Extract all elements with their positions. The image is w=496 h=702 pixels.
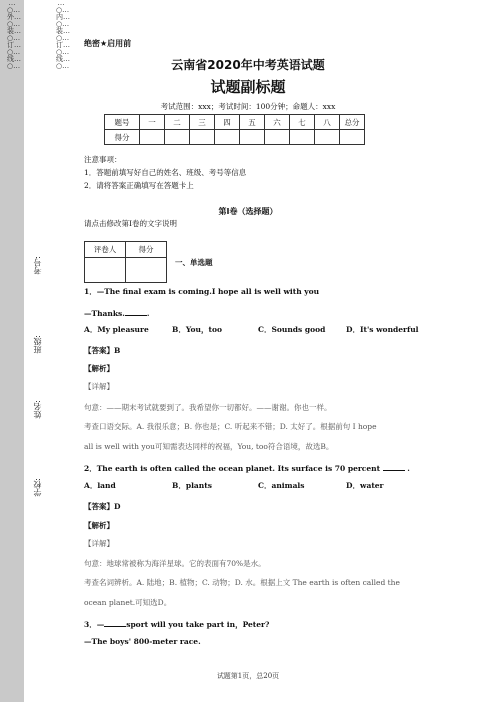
question-1-explain-3: all is well with you可知需表达同样的祝福，You, too符合语境，故选B。 [84,442,334,451]
stem-text: 2．The earth is often called the ocean planet. Its surface is 70 percent [84,464,381,473]
section-title: 第I卷（选择题） [218,207,278,216]
option-b[interactable]: B．plants [172,481,212,490]
score-input-cell[interactable] [290,130,315,145]
option-a[interactable]: A．My pleasure [84,325,149,334]
question-1-response: —Thanks. . [84,309,150,318]
grader-input-cell[interactable] [126,258,167,283]
page-footer: 试题第1页，总20页 [216,672,280,680]
option-c[interactable]: C．animals [258,481,305,490]
secret-mark: 绝密★启用前 [84,39,132,48]
score-cell: 六 [265,115,290,130]
score-input-cell[interactable] [190,130,215,145]
section-instruction: 请点击修改第I卷的文字说明 [84,219,177,228]
question-2-analysis: 【解析】 [84,521,114,530]
question-1-answer: 【答案】B [84,346,121,355]
score-input-cell[interactable] [315,130,340,145]
stem-text: 3．— [84,620,105,629]
answer-blank [104,618,126,627]
question-1-stem: 1．—The final exam is coming.I hope all is well with you [84,287,320,296]
score-cell: 五 [240,115,265,130]
question-2-detail: 【详解】 [84,539,114,548]
question-2-explain-1: 句意：地球常被称为海洋星球。它的表面有70%是水。 [84,559,266,568]
exam-title: 云南省2020年中考英语试题 [171,58,325,72]
question-1-analysis: 【解析】 [84,364,114,373]
question-2-explain-3: ocean planet.可知选D。 [84,598,172,607]
score-cell: 八 [315,115,340,130]
score-cell: 二 [165,115,190,130]
grader-header: 得分 [126,242,167,258]
stem-text: sport will you take part in，Peter? [126,620,270,629]
score-table [104,114,365,145]
outer-binding-marks: …○…外…○…装…○…订…○…线…○… [7,0,21,70]
school-label: 学校: [33,478,42,497]
question-3-stem [84,618,269,630]
name-label: 姓名: [33,400,42,419]
notes-item-1: 1．答题前填写好自己的姓名、班级、考号等信息 [84,168,247,177]
grader-table [84,241,167,283]
exam-subtitle: 试题副标题 [210,78,286,96]
class-label: 班级: [33,335,42,354]
grader-header: 评卷人 [85,242,126,258]
exam-number-label: 考号: [33,256,42,275]
question-2-options [84,481,384,491]
answer-blank [383,462,405,471]
score-input-cell[interactable] [140,130,165,145]
grader-input-cell[interactable] [85,258,126,283]
option-b[interactable]: B．You，too [172,325,222,334]
score-cell: 总分 [340,115,365,130]
score-cell: 四 [215,115,240,130]
notes-item-2: 2．请将答案正确填写在答题卡上 [84,181,194,190]
score-cell: 一 [140,115,165,130]
question-1-explain-2: 考查口语交际。A. 我很乐意；B. 你也是；C. 听起来不错；D. 太好了。根据前句 I hope [84,422,377,431]
response-text: —Thanks. [84,309,125,318]
option-a[interactable]: A．land [84,481,116,490]
score-input-cell[interactable] [340,130,365,145]
score-input-cell[interactable] [215,130,240,145]
notes-heading: 注意事项： [84,155,122,164]
question-1-explain-1: 句意：——期末考试就要到了。我希望你一切都好。——谢谢。你也一样。 [84,403,332,412]
part-title: 一、单选题 [175,258,213,267]
question-3-response: —The boys' 800-meter race. [84,637,201,646]
question-1-options [84,325,419,335]
exam-meta: 考试范围：xxx；考试时间：100分钟；命题人：xxx [160,102,336,111]
score-cell: 七 [290,115,315,130]
score-table-score-row [105,130,365,145]
answer-blank [125,307,147,316]
option-c[interactable]: C．Sounds good [258,325,326,334]
question-1-detail: 【详解】 [84,382,114,391]
score-table-header-row [105,115,365,130]
inner-binding-marks: …○…内…○…装…○…订…○…线…○… [56,0,70,70]
option-d[interactable]: D．water [346,481,384,490]
question-2-answer: 【答案】D [84,502,121,511]
score-input-cell[interactable] [240,130,265,145]
score-cell: 三 [190,115,215,130]
option-d[interactable]: D．It's wonderful [346,325,419,334]
score-input-cell[interactable] [165,130,190,145]
question-2-stem: 2．The earth is often called the ocean planet. Its surface is 70 percent . [84,464,410,473]
score-cell: 题号 [105,115,140,130]
question-2-explain-2: 考查名词辨析。A. 陆地；B. 植物；C. 动物；D. 水。根据上文 The earth is often called the [84,578,400,587]
score-input-cell[interactable] [265,130,290,145]
score-cell: 得分 [105,130,140,145]
